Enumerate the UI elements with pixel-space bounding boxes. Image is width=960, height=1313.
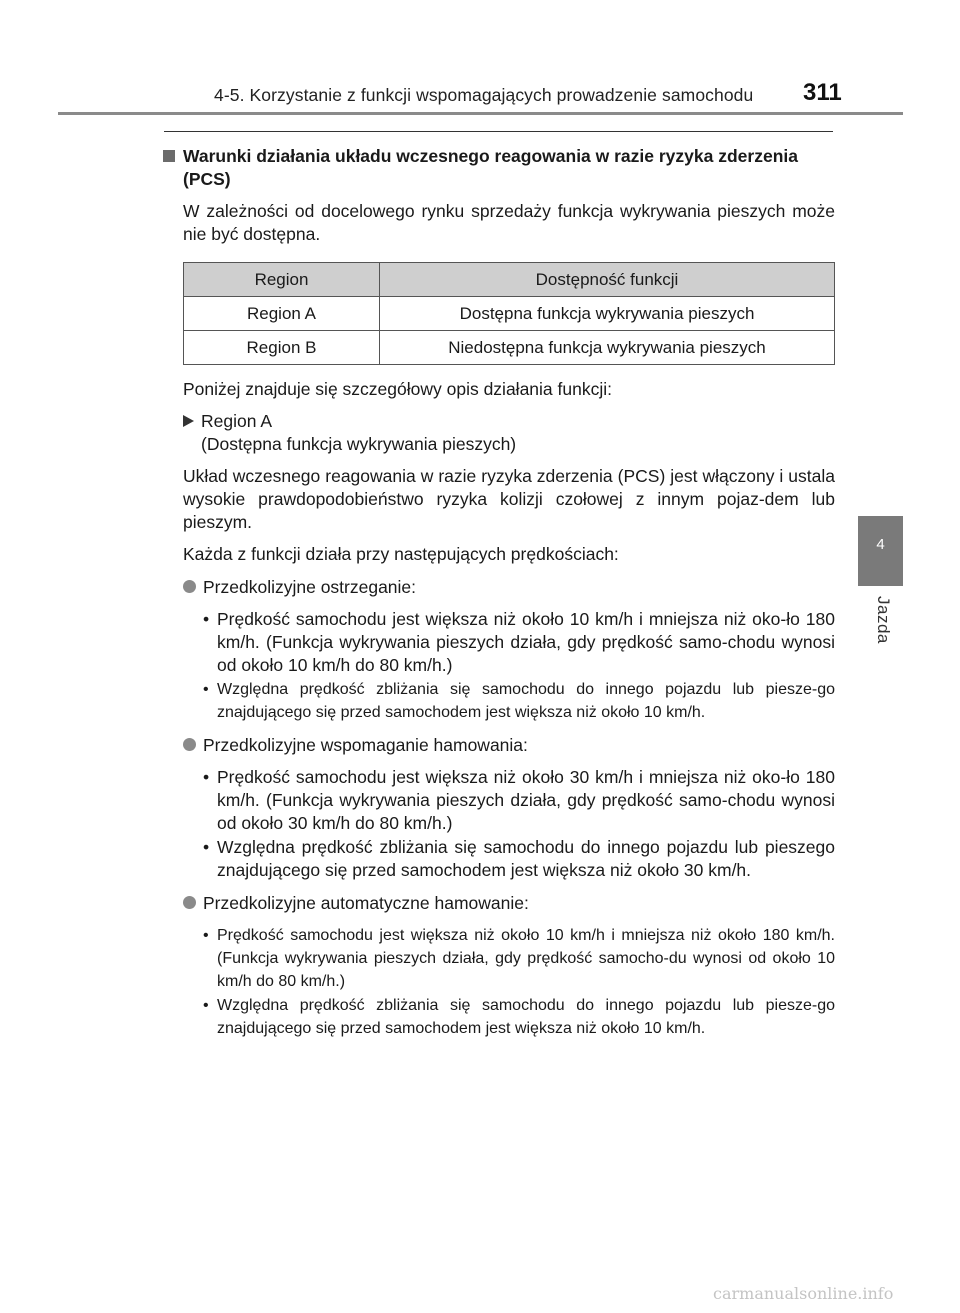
chapter-tab (858, 516, 903, 586)
intro-paragraph: W zależności od docelowego rynku sprzedaży funkcja wykrywania pieszych może nie być dostępna. (183, 201, 835, 244)
section-divider (164, 131, 833, 132)
bullet-dot-icon: • (203, 609, 210, 629)
square-bullet-icon (163, 150, 175, 162)
below-table-text: Poniżej znajduje się szczegółowy opis działania funkcji: (183, 379, 612, 399)
bullet-dot-icon: • (203, 927, 209, 944)
header-divider (58, 112, 903, 115)
table-cell: Dostępna funkcja wykrywania pieszych (380, 297, 835, 331)
description-paragraph: Układ wczesnego reagowania w razie ryzyka zderzenia (PCS) jest włączony i ustala wysokie prawdopodobieństwo ryzyka kolizji czołowej z innym pojaz-dem lub pieszym. (183, 466, 835, 532)
function-item (183, 576, 835, 599)
list-item-text: Względna prędkość zbliżania się samochodu do innego pojazdu lub piesze-go znajdującego się przed samochodem jest większa niż około 10 km/h. (217, 681, 835, 721)
bullet-dot-icon: • (203, 997, 209, 1014)
table-cell: Region B (184, 331, 380, 365)
page-content (163, 145, 835, 1040)
list-item (203, 608, 835, 677)
section-heading (163, 145, 835, 191)
table-cell: Region A (184, 297, 380, 331)
bullet-dot-icon: • (203, 837, 210, 857)
circle-bullet-icon (183, 896, 196, 909)
arrow-right-icon (183, 415, 194, 427)
page-number: 311 (803, 79, 842, 106)
circle-bullet-icon (183, 580, 196, 593)
function-item (183, 734, 835, 757)
chapter-title: 4-5. Korzystanie z funkcji wspomagających prowadzenie samochodu (214, 85, 754, 105)
bullet-dot-icon: • (203, 681, 209, 698)
table-row (184, 297, 835, 331)
list-item (203, 678, 835, 724)
function-title: Przedkolizyjne wspomaganie hamowania: (203, 735, 528, 755)
list-item (203, 766, 835, 835)
list-item-text: Względna prędkość zbliżania się samochodu do innego pojazdu lub pieszego znajdującego się przed samochodem jest większa niż około 30 km/h. (217, 837, 835, 880)
region-item-sub: (Dostępna funkcja wykrywania pieszych) (201, 434, 517, 454)
table-header-cell: Region (184, 263, 380, 297)
region-table (183, 262, 835, 365)
table-header-row (184, 263, 835, 297)
bullet-dot-icon: • (203, 767, 210, 787)
speeds-intro: Każda z funkcji działa przy następujących prędkościach: (183, 544, 619, 564)
chapter-tab-number: 4 (876, 536, 885, 553)
function-item (183, 892, 835, 915)
section-heading-text: Warunki działania układu wczesnego reagowania w razie ryzyka zderzenia (PCS) (183, 146, 798, 189)
chapter-tab-label: Jazda (874, 596, 893, 644)
list-item (203, 924, 835, 993)
table-row (184, 331, 835, 365)
region-item (183, 410, 835, 433)
list-item-text: Prędkość samochodu jest większa niż około 10 km/h i mniejsza niż oko-ło 180 km/h. (Funkcja wykrywania pieszych działa, gdy prędkość samo-chodu wynosi od około 10 km/h do 80 km/h.) (217, 609, 835, 675)
circle-bullet-icon (183, 738, 196, 751)
watermark: carmanualsonline.info (713, 1284, 894, 1303)
region-item-label: Region A (201, 411, 273, 431)
table-header-cell: Dostępność funkcji (380, 263, 835, 297)
list-item-text: Względna prędkość zbliżania się samochodu do innego pojazdu lub piesze-go znajdującego się przed samochodem jest większa niż około 10 km/h. (217, 997, 835, 1037)
list-item (203, 994, 835, 1040)
list-item-text: Prędkość samochodu jest większa niż około 30 km/h i mniejsza niż oko-ło 180 km/h. (Funkcja wykrywania pieszych działa, gdy prędkość samo-chodu wynosi od około 30 km/h do 80 km/h.) (217, 767, 835, 833)
list-item (203, 836, 835, 882)
function-title: Przedkolizyjne automatyczne hamowanie: (203, 893, 529, 913)
function-title: Przedkolizyjne ostrzeganie: (203, 577, 417, 597)
table-cell: Niedostępna funkcja wykrywania pieszych (380, 331, 835, 365)
list-item-text: Prędkość samochodu jest większa niż około 10 km/h i mniejsza niż około 180 km/h. (Funkcja wykrywania pieszych działa, gdy prędkość samocho-du wynosi od około 10 km/h do 80 km/h.) (217, 927, 835, 990)
page-header (0, 0, 960, 118)
